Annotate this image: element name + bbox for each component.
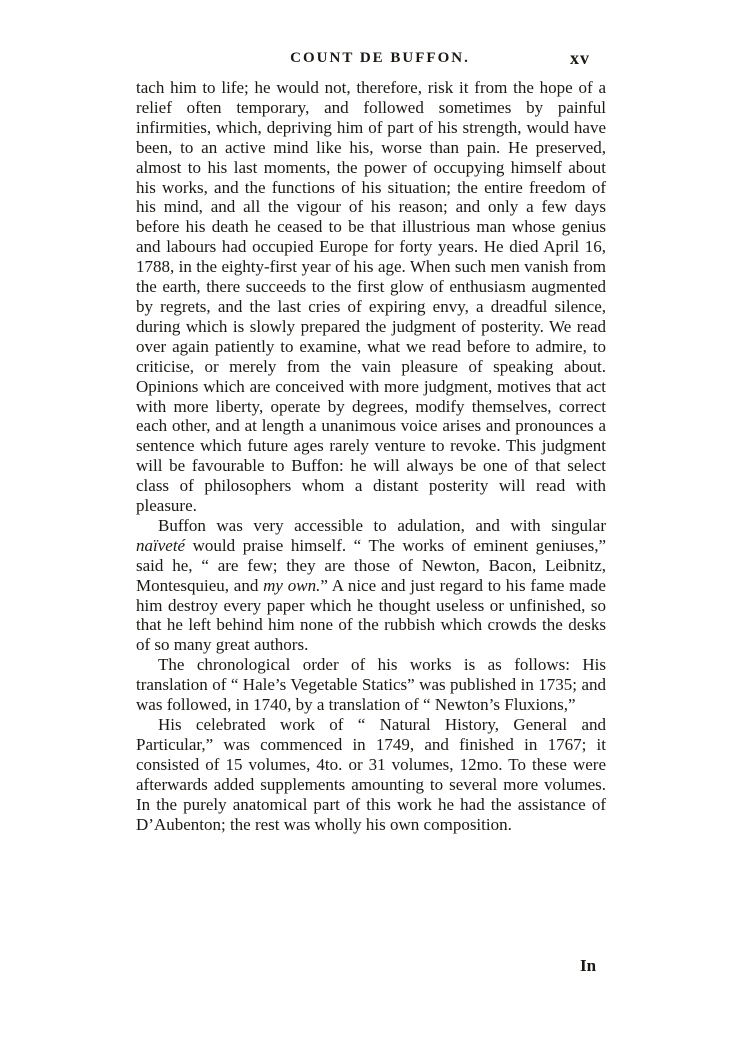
paragraph-2-italic-naivete: naïveté bbox=[136, 535, 186, 555]
paragraph-2 bbox=[136, 516, 606, 655]
paragraph-2-part-c: ” A nice and just regard to his fame made him destroy every paper which he thought useless or unfinished, so that he left behind him none of the rubbish which crowds the desks of so many great authors. bbox=[136, 575, 606, 655]
paragraph-1: tach him to life; he would not, therefore, risk it from the hope of a relief often temporary, and followed sometimes by painful infirmities, which, depriving him of part of his strength, would have been, to an active mind like his, worse than pain. He preserved, almost to his last moments, the power of occupying himself about his works, and the functions of his situation; the entire freedom of his mind, and all the vigour of his reason; and only a few days before his death he ceased to be that illustrious man whose genius and labours had occupied Europe for forty years. He died April 16, 1788, in the eighty-first year of his age. When such men vanish from the earth, there succeeds to the first glow of enthusiasm augmented by regrets, and the last cries of expiring envy, a dreadful silence, during which is slowly prepared the judgment of posterity. We read over again patiently to examine, what we read before to admire, to criticise, or merely from the vain pleasure of speaking about. Opinions which are conceived with more judgment, motives that act with more liberty, operate by degrees, modify themselves, correct each other, and at length a unanimous voice arises and pronounces a sentence which future ages rarely venture to revoke. This judgment will be favourable to Buffon: he will always be one of that select class of philosophers whom a distant posterity will read with pleasure. bbox=[136, 78, 606, 516]
paragraph-2-part-b: would praise himself. “ The works of eminent geniuses,” said he, “ are few; they are those of Newton, Bacon, Leibnitz, Montesquieu, and bbox=[136, 535, 606, 595]
paragraph-2-part-a: Buffon was very accessible to adulation, and with singular bbox=[158, 515, 606, 535]
running-title: COUNT DE BUFFON. bbox=[290, 50, 470, 66]
body-text bbox=[136, 78, 606, 834]
paragraph-4: His celebrated work of “ Natural History, General and Particular,” was commenced in 1749, and finished in 1767; it consisted of 15 volumes, 4to. or 31 volumes, 12mo. To these were afterwards added supplements amounting to several more volumes. In the purely anatomical part of this work he had the assistance of D’Aubenton; the rest was wholly his own composition. bbox=[136, 715, 606, 834]
paragraph-2-italic-my-own: my own. bbox=[263, 575, 321, 595]
page-number: xv bbox=[570, 48, 590, 68]
paragraph-3: The chronological order of his works is as follows: His translation of “ Hale’s Vegetable Statics” was published in 1735; and was followed, in 1740, by a translation of “ Newton’s Fluxions,” bbox=[136, 655, 606, 715]
catchword: In bbox=[580, 956, 597, 975]
